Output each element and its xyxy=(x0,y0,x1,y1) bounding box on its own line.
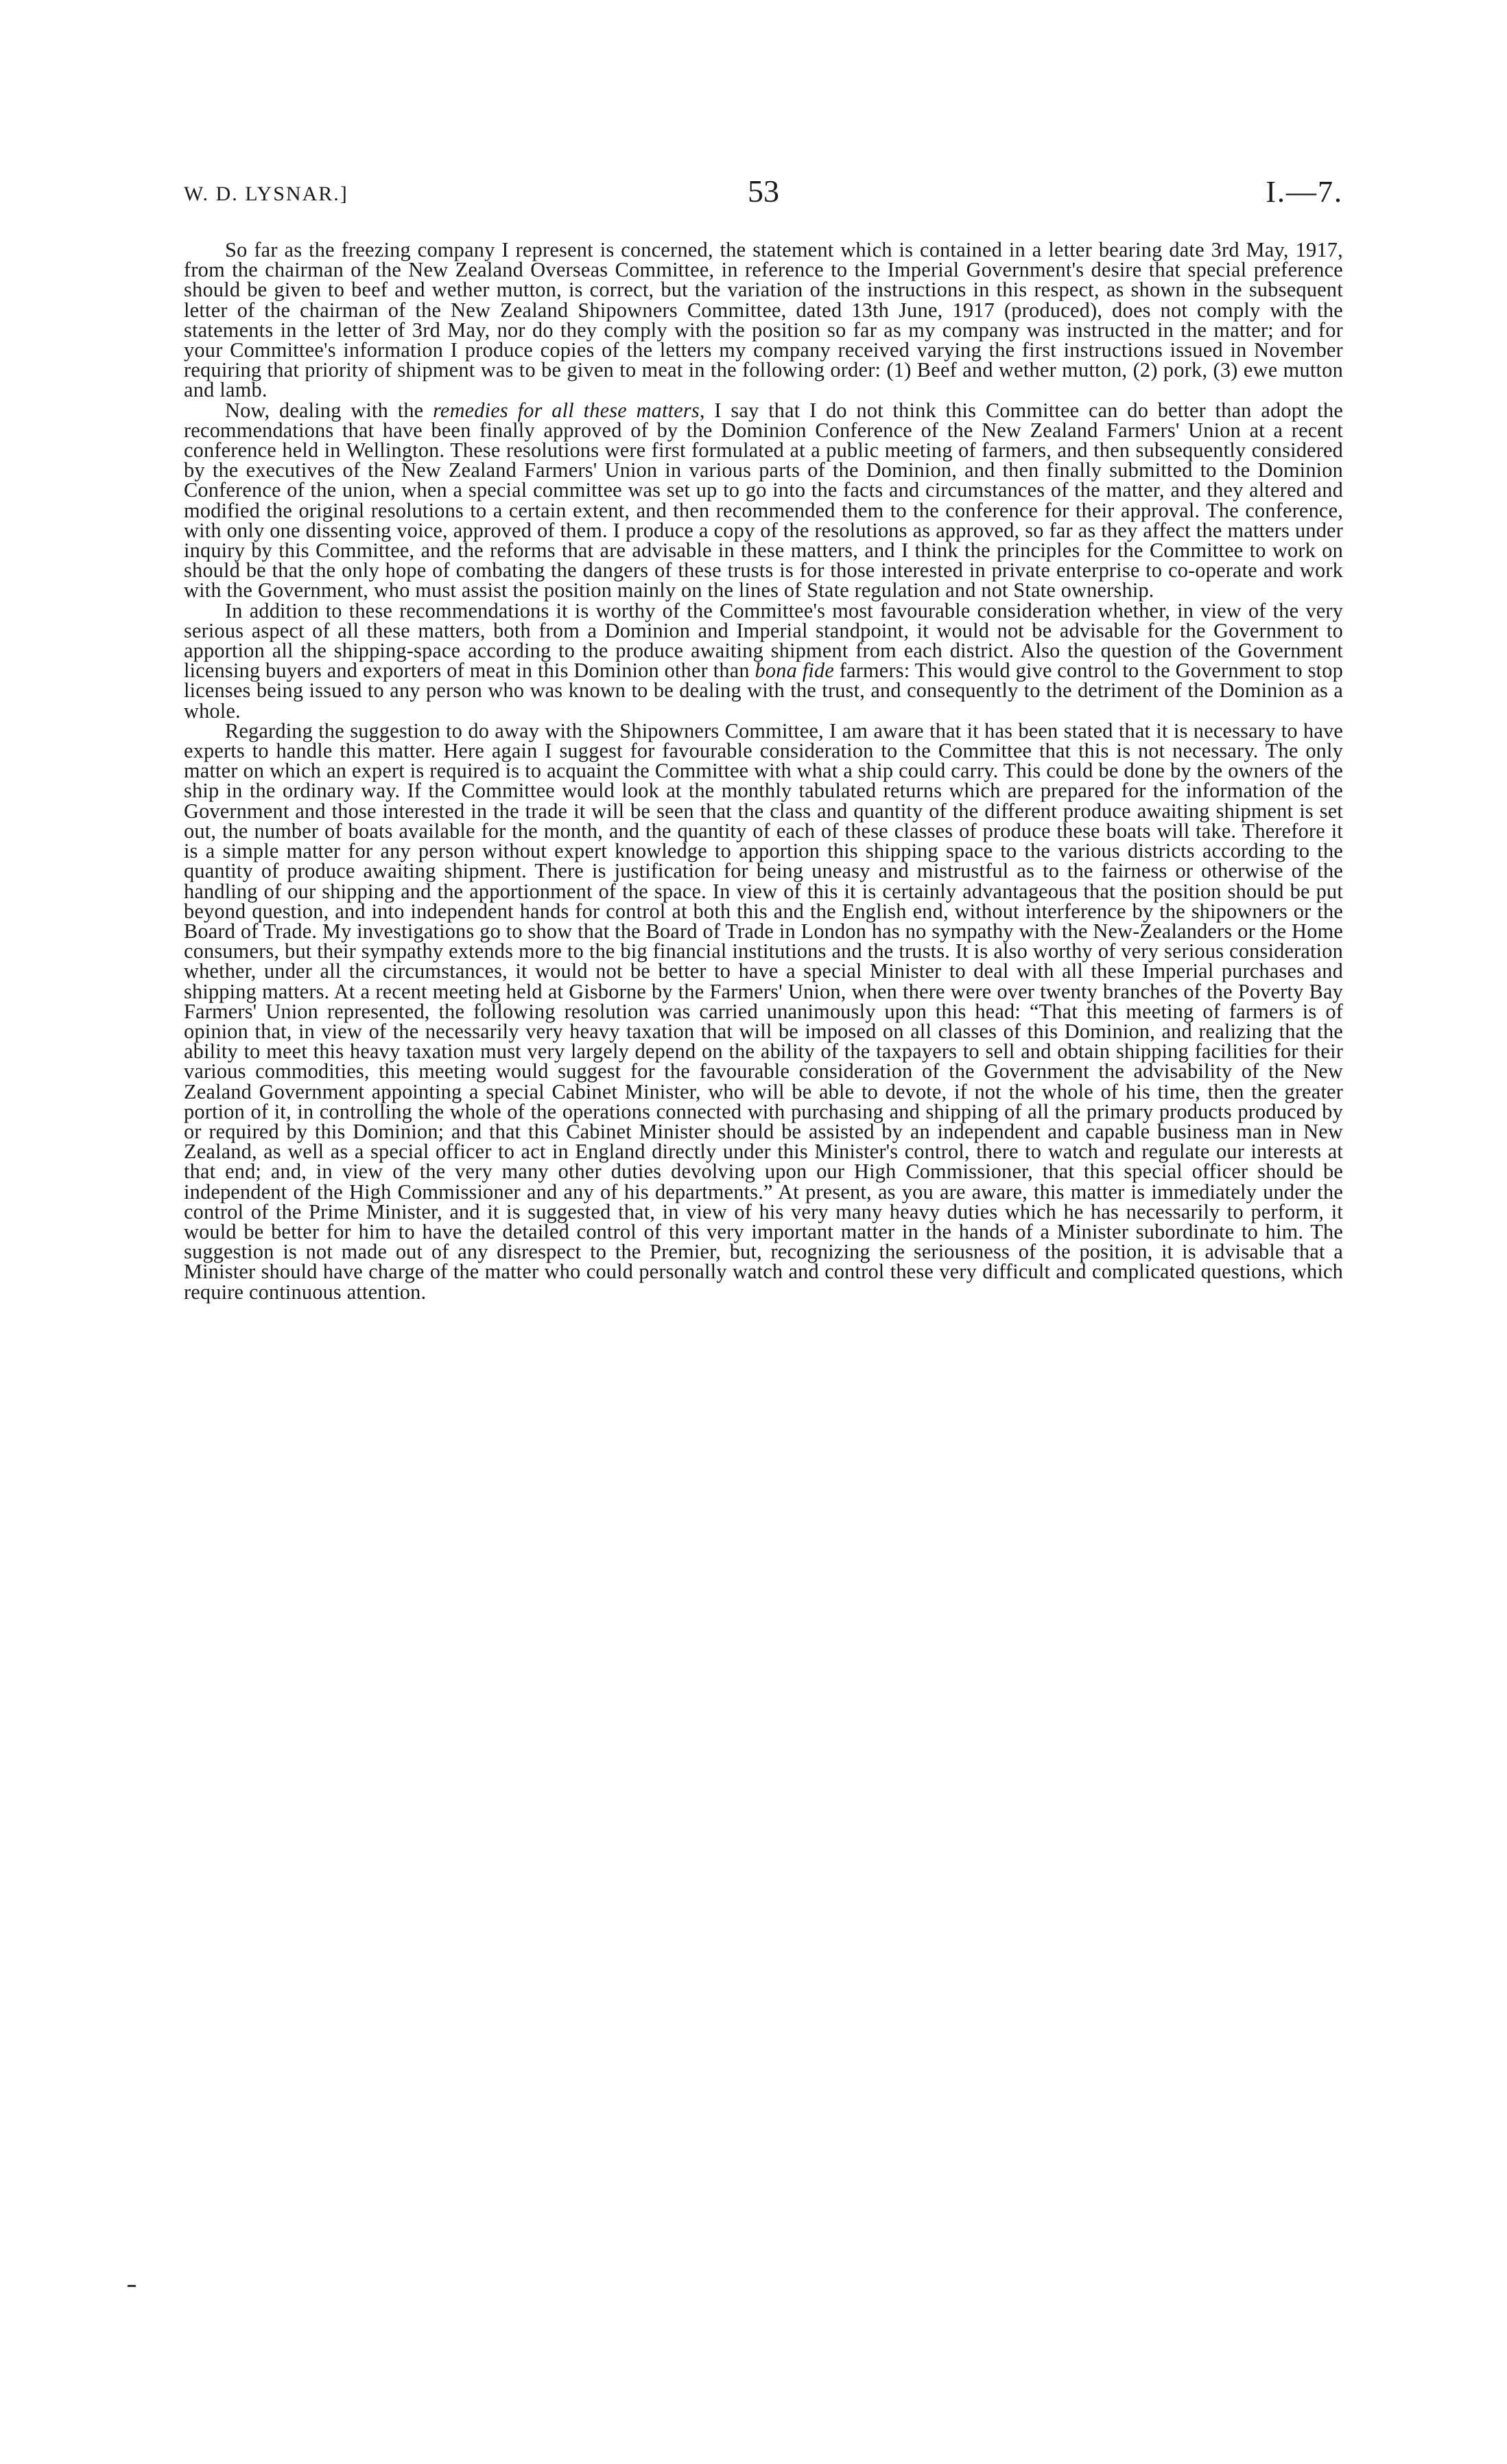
page-header xyxy=(184,173,1343,214)
italic-phrase: remedies for all these matters xyxy=(433,398,700,422)
paragraph-remedies xyxy=(184,398,1343,602)
paragraph-shipping-space xyxy=(184,598,1343,723)
paragraph-text: Now, dealing with the xyxy=(225,398,434,422)
body-text xyxy=(184,240,1343,1302)
paragraph-text: , I say that I do not think this Committee can do better than adopt the recommendations that have been finally approved of by the Dominion Conference of the New Zealand Farmers' Union at a recent conference held in Wellington. These resolutions were first formulated at a public meeting of farmers, and then subsequently considered by the executives of the New Zealand Farmers' Union in various parts of the Dominion, and then finally submitted to the Dominion Conference of the union, when a special committee was set up to go into the facts and circumstances of the matter, and they altered and modified the original resolutions to a certain extent, and then recommended them to the conference for their approval. The conference, with only one dissenting voice, approved of them. I produce a copy of the resolutions as approved, so far as they affect the matters under inquiry by this Committee, and the reforms that are advisable in these matters, and I think the principles for the Committee to work on should be that the only hope of combating the dangers of these trusts is for those interested in private enterprise to co-operate and work with the Government, who must assist the position mainly on the lines of State regulation and not State ownership. xyxy=(184,398,1343,602)
italic-phrase: bona fide xyxy=(755,659,834,683)
paragraph-text: In addition to these recommendations it is worthy of the Committee's most favourable consideration whether, in view of the very serious aspect of all these matters, both from a Dominion and Imperial standpoint, it would not be advisable for the Government to apportion all the shipping-space according to the produce awaiting shipment from each district. Also the question of the Government licensing buyers and exporters of meat in this Dominion other than xyxy=(184,598,1343,683)
paragraph-text: farmers: This would give control to the Government to stop licenses being issued to any person who was known to be dealing with the trust, and consequently to the detriment of the Dominion as a whole. xyxy=(184,659,1343,723)
running-head: W. D. LYSNAR.] xyxy=(184,183,348,205)
paragraph-shipowners-committee: Regarding the suggestion to do away with the Shipowners Committee, I am aware that it has been stated that it is necessary to have experts to handle this matter. Here again I suggest for favourable consideration to the Committee that this is not necessary. The only matter on which an expert is required is to acquaint the Committee with what a ship could carry. This could be done by the owners of the ship in the ordinary way. If the Committee would look at the monthly tabulated returns which are prepared for the information of the Government and those interested in the trade it will be seen that the class and quantity of the different produce awaiting shipment is set out, the number of boats available for the month, and the quantity of each of these classes of produce these boats will take. Therefore it is a simple matter for any person without expert knowledge to apportion this shipping space to the various districts according to the quantity of produce awaiting shipment. There is justification for being uneasy and mistrustful as to the fairness or otherwise of the handling of our shipping and the apportionment of the space. In view of this it is certainly advantageous that the position should be put beyond question, and into independent hands for control at both this and the English end, without interference by the shipowners or the Board of Trade. My investigations go to show that the Board of Trade in London has no sympathy with the New-Zealanders or the Home consumers, but their sympathy extends more to the big financial institutions and the trusts. It is also worthy of very serious consideration whether, under all the circumstances, it would not be better to have a special Minister to deal with all these Imperial purchases and shipping matters. At a recent meeting held at Gisborne by the Farmers' Union, when there were over twenty branches of the Poverty Bay Farmers' Union represented, the following resolution was carried unanimously upon this head: “That this meeting of farmers is of opinion that, in view of the necessarily very heavy taxation that will be imposed on all classes of this Dominion, and realizing that the ability to meet this heavy taxation must very largely depend on the ability of the taxpayers to sell and obtain shipping facilities for their various commodities, this meeting would suggest for the favourable consideration of the Government the advisability of the New Zealand Government appointing a special Cabinet Minister, who will be able to devote, if not the whole of his time, then the greater portion of it, in controlling the whole of the operations connected with purchasing and shipping of all the primary products produced by or required by this Dominion; and that this Cabinet Minister should be assisted by an independent and capable business man in New Zealand, as well as a special officer to act in England directly under this Minister's control, there to watch and regulate our interests at that end; and, in view of the very many other duties devolving upon our High Commissioner, that this special officer should be independent of the High Commissioner and any of his departments.” At present, as you are aware, this matter is immediately under the control of the Prime Minister, and it is suggested that, in view of his very many heavy duties which he has necessarily to perform, it would be better for him to have the detailed control of this very important matter in the hands of a Minister subordinate to him. The suggestion is not made out of any disrespect to the Premier, but, recognizing the seriousness of the position, it is advisable that a Minister should have charge of the matter who could personally watch and control these very difficult and complicated questions, which require continuous attention. xyxy=(184,718,1343,1304)
paragraph-freezing-company: So far as the freezing company I represent is concerned, the statement which is contained in a letter bearing date 3rd May, 1917, from the chairman of the New Zealand Overseas Committee, in reference to the Imperial Government's desire that special preference should be given to beef and wether mutton, is correct, but the variation of the instructions in this respect, as shown in the subsequent letter of the chairman of the New Zealand Shipowners Committee, dated 13th June, 1917 (produced), does not comply with the statements in the letter of 3rd May, nor do they comply with the position so far as my company was instructed in the matter; and for your Committee's information I produce copies of the letters my company received varying the first instructions issued in November requiring that priority of shipment was to be given to meat in the following order: (1) Beef and wether mutton, (2) pork, (3) ewe mutton and lamb. xyxy=(184,238,1343,402)
report-code: I.—7. xyxy=(1266,175,1343,209)
margin-mark xyxy=(128,2285,136,2287)
page-number: 53 xyxy=(748,174,779,209)
